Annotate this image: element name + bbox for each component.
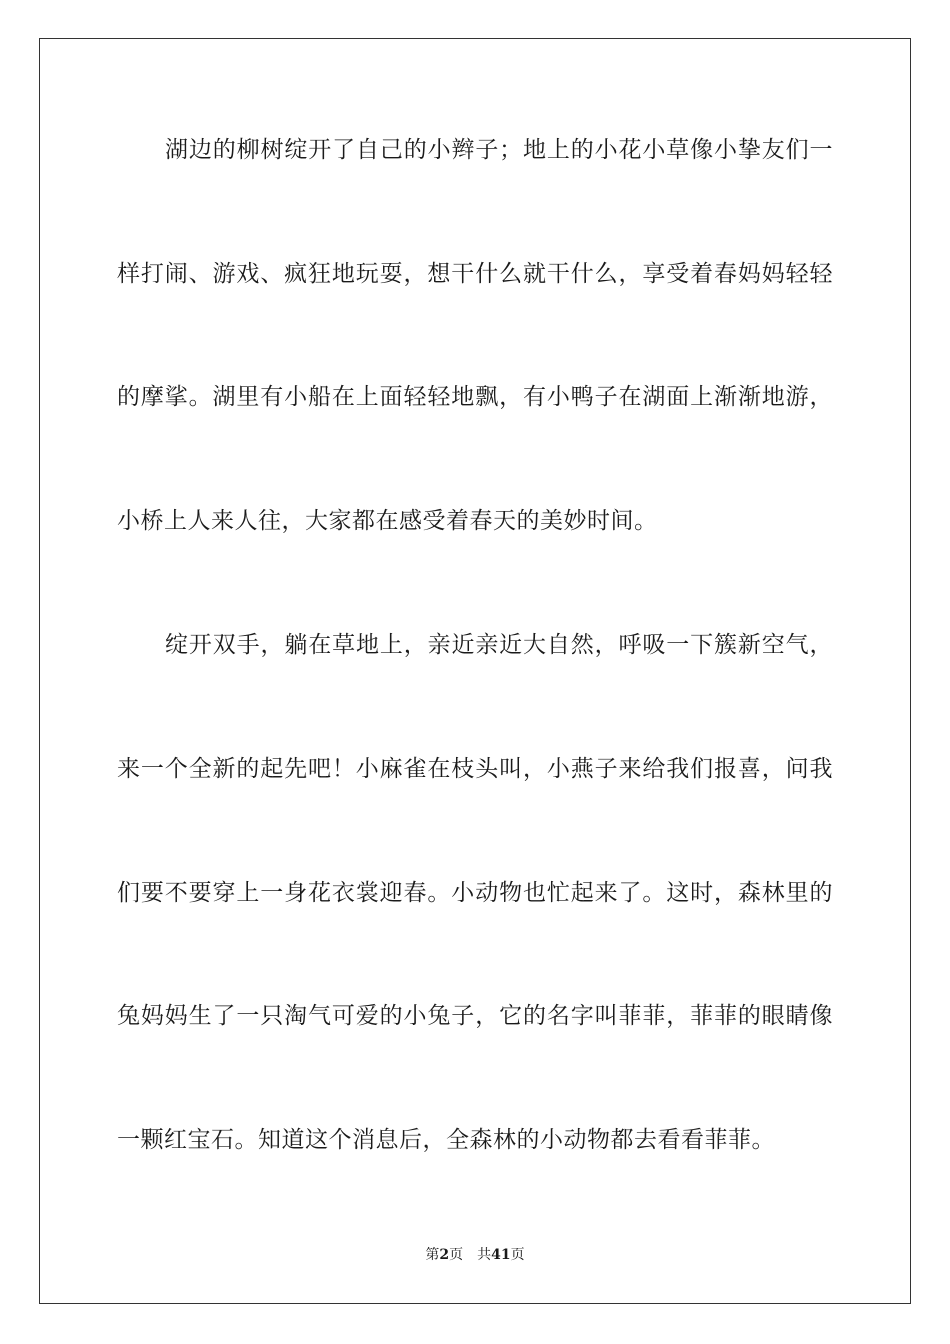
paragraph-2-line-3: 们要不要穿上一身花衣裳迎春。小动物也忙起来了。这时，森林里的	[117, 880, 833, 906]
paragraph-1-line-2: 样打闹、游戏、疯狂地玩耍，想干什么就干什么，享受着春妈妈轻轻	[117, 261, 833, 287]
footer-prefix: 第	[425, 1247, 440, 1263]
current-page-number: 2	[439, 1247, 450, 1263]
paragraph-2-line-5: 一颗红宝石。知道这个消息后，全森林的小动物都去看看菲菲。	[117, 1127, 775, 1153]
paragraph-1-line-3: 的摩挲。湖里有小船在上面轻轻地飘，有小鸭子在湖面上渐渐地游，	[117, 384, 833, 410]
paragraph-2-line-2: 来一个全新的起先吧！小麻雀在枝头叫，小燕子来给我们报喜，问我	[117, 756, 833, 782]
paragraph-2-line-4: 兔妈妈生了一只淘气可爱的小兔子，它的名字叫菲菲，菲菲的眼睛像	[117, 1003, 833, 1029]
footer-total-suffix: 页	[510, 1247, 525, 1263]
paragraph-1-line-1: 湖边的柳树绽开了自己的小辫子；地上的小花小草像小挚友们一	[165, 137, 833, 163]
page-footer	[0, 1245, 950, 1265]
paragraph-1-line-4: 小桥上人来人往，大家都在感受着春天的美妙时间。	[117, 508, 658, 534]
total-pages-number: 41	[491, 1247, 511, 1263]
footer-total-prefix: 共	[477, 1247, 492, 1263]
paragraph-2-line-1: 绽开双手，躺在草地上，亲近亲近大自然，呼吸一下簇新空气，	[165, 632, 833, 658]
footer-page-suffix: 页	[449, 1247, 464, 1263]
page-border	[39, 38, 911, 1304]
